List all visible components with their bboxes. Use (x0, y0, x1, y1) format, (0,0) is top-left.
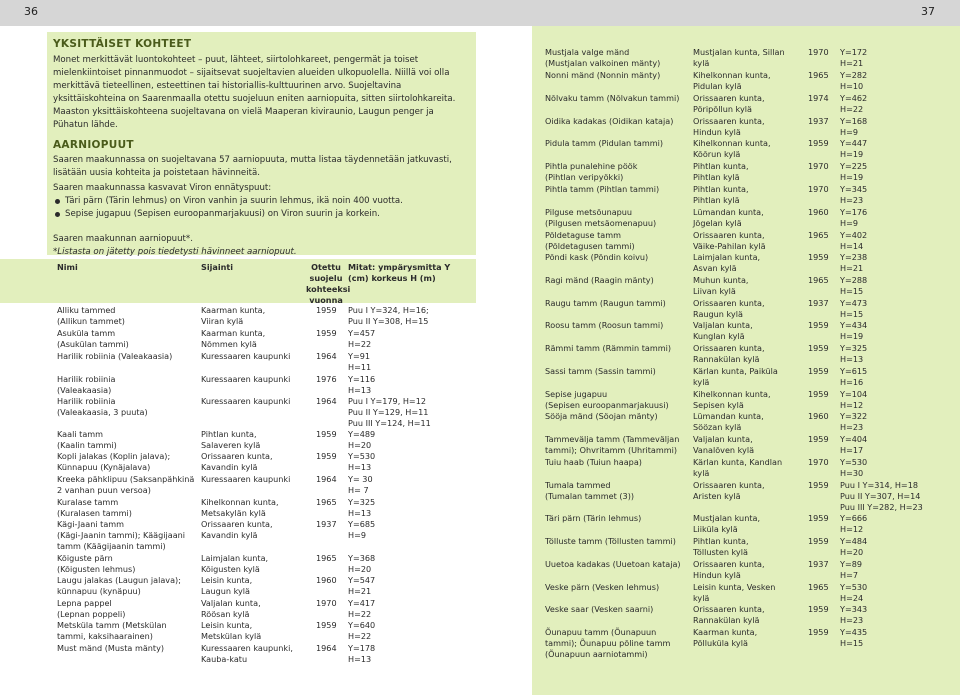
tree-name: Kaali tamm (Kaalin tammi) (57, 429, 117, 450)
tree-measures: Y=685 H=9 (348, 519, 376, 540)
tree-year: 1960 (316, 575, 337, 585)
tree-location: Orissaaren kunta, Väike-Pahilan kylä (693, 230, 766, 251)
tree-name: Nonni mänd (Nonnin mänty) (545, 70, 661, 80)
tree-name: Pilguse metsõunapuu (Pilgusen metsäomenapuu) (545, 207, 657, 228)
record-trees-intro: Saaren maakunnassa kasvavat Viron ennätyspuut: (53, 183, 272, 193)
tree-measures: Y=91 H=11 (348, 351, 372, 372)
tree-list-title: Saaren maakunnan aarniopuut*. (53, 234, 193, 244)
tree-location: Muhun kunta, Liivan kylä (693, 275, 749, 296)
tree-name: Õunapuu tamm (Õunapuun tammi); Õunapuu põline tamm (Õunapuun aarniotammi) (545, 627, 671, 659)
tree-year: 1959 (808, 320, 829, 330)
tree-location: Pihtlan kunta, Pihtlan kylä (693, 161, 749, 182)
tree-location: Kärlan kunta, Kandlan kylä (693, 457, 783, 478)
tree-measures: Y=457 H=22 (348, 328, 376, 349)
tree-name: Kuralase tamm (Kuralasen tammi) (57, 497, 132, 518)
tree-name: Sassi tamm (Sassin tammi) (545, 366, 656, 376)
tree-name: Veske saar (Vesken saarni) (545, 604, 654, 614)
intro-paragraph: Monet merkittävät luontokohteet – puut, lähteet, siirtolohkareet, pengermät ja toiset mielenkiintoiset pinnanmuodot – sijaitsevat suojeltavien alueiden ulkopuolella. Niillä voi olla merkittävä tieteellinen, esteettinen tai historiallis-kulttuurinen arvo. Suojeltavina yksittäiskohteina on Saarenmaalla otettu suojeluun eniten aarniopuita, sitten siirtolohkareita. Maaston yksittäiskohteena suojeltavana on vielä Maaperan kiviraunio, Laugun penger ja Pühatun lähde. (53, 55, 456, 130)
table-header-year: Otettu suojelu kohteeksi vuonna (306, 262, 351, 305)
tree-year: 1965 (808, 275, 829, 285)
tree-location: Valjalan kunta, Kunglan kylä (693, 320, 753, 341)
tree-measures: Y=530 H=24 (840, 582, 868, 603)
tree-location: Valjalan kunta, Vanalõven kylä (693, 434, 755, 455)
tree-measures: Y=462 H=22 (840, 93, 868, 114)
tree-name: Täri pärn (Tärin lehmus) (545, 513, 642, 523)
tree-list-note: *Listasta on jätetty pois tiedetysti hävinneet aarniopuut. (53, 247, 297, 257)
record-trees-list (53, 195, 468, 221)
tree-location: Laimjalan kunta, Kõigusten kylä (201, 553, 269, 574)
tree-year: 1970 (808, 161, 829, 171)
tree-measures: Y=547 H=21 (348, 575, 376, 596)
tree-name: Sööja mänd (Söojan mänty) (545, 411, 658, 421)
tree-year: 1974 (808, 93, 829, 103)
tree-year: 1959 (808, 480, 829, 490)
tree-year: 1970 (808, 184, 829, 194)
tree-year: 1959 (316, 620, 337, 630)
tree-location: Pihtlan kunta, Salaveren kylä (201, 429, 261, 450)
tree-year: 1970 (316, 598, 337, 608)
tree-measures: Y=225 H=19 (840, 161, 868, 182)
tree-year: 1964 (316, 351, 337, 361)
tree-name: Oidika kadakas (Oidikan kataja) (545, 116, 674, 126)
tree-year: 1959 (808, 536, 829, 546)
tree-measures: Y=282 H=10 (840, 70, 868, 91)
tree-name: Lepna pappel (Lepnan poppeli) (57, 598, 126, 619)
tree-year: 1937 (316, 519, 337, 529)
page-header-bar (0, 0, 960, 26)
tree-measures: Y=325 H=13 (840, 343, 868, 364)
tree-measures: Y=417 H=22 (348, 598, 376, 619)
tree-measures: Y=489 H=20 (348, 429, 376, 450)
tree-location: Orissaaren kunta, Hindun kylä (693, 116, 765, 137)
tree-name: Must mänd (Musta mänty) (57, 643, 165, 653)
tree-location: Orissaaren kunta, Kavandin kylä (201, 519, 273, 540)
tree-name: Pihtla tamm (Pihtlan tammi) (545, 184, 660, 194)
tree-name: Kopli jalakas (Koplin jalava); Künnapuu (Kynäjalava) (57, 451, 171, 472)
tree-name: Tumala tammed (Tumalan tammet (3)) (545, 480, 635, 501)
tree-measures: Y=288 H=15 (840, 275, 868, 296)
tree-measures: Y=104 H=12 (840, 389, 868, 410)
trees-paragraph: Saaren maakunnassa on suojeltavana 57 aarniopuuta, mutta listaa täydennetään jatkuvasti, lisätään uusia kohteita ja poistetaan hävinneitä. (53, 155, 452, 178)
tree-location: Orissaaren kunta, Hindun kylä (693, 559, 765, 580)
tree-name: Mustjala valge mänd (Mustjalan valkoinen mänty) (545, 47, 661, 68)
tree-name: Harilik robiinia (Valeakaasia, 3 puuta) (57, 396, 148, 417)
tree-year: 1965 (808, 582, 829, 592)
list-item: Sepise jugapuu (Sepisen euroopanmarjakuusi) on Viron suurin ja korkein. (53, 208, 468, 221)
tree-measures: Y=345 H=23 (840, 184, 868, 205)
tree-year: 1960 (808, 207, 829, 217)
tree-location: Kaarman kunta, Viiran kylä (201, 305, 266, 326)
tree-measures: Puu I Y=314, H=18 Puu II Y=307, H=14 Puu III Y=282, H=23 (840, 480, 923, 512)
tree-measures: Puu I Y=179, H=12 Puu II Y=129, H=11 Puu III Y=124, H=11 (348, 396, 431, 428)
tree-name: Sepise jugapuu (Sepisen euroopanmarjakuusi) (545, 389, 669, 410)
tree-year: 1959 (808, 366, 829, 376)
tree-location: Laimjalan kunta, Asvan kylä (693, 252, 761, 273)
table-header-measures: Mitat: ympärysmitta Y (cm) korkeus H (m) (348, 262, 451, 283)
tree-year: 1937 (808, 559, 829, 569)
tree-year: 1959 (808, 389, 829, 399)
tree-year: 1959 (808, 434, 829, 444)
tree-year: 1959 (316, 429, 337, 439)
tree-year: 1965 (808, 70, 829, 80)
tree-year: 1959 (808, 252, 829, 262)
page-number-left: 36 (24, 5, 38, 18)
tree-location: Leisin kunta, Metskülan kylä (201, 620, 262, 641)
tree-year: 1964 (316, 474, 337, 484)
tree-measures: Y=435 H=15 (840, 627, 868, 648)
tree-measures: Y=322 H=23 (840, 411, 868, 432)
tree-name: Veske pärn (Vesken lehmus) (545, 582, 660, 592)
tree-location: Pihtlan kunta, Töllusten kylä (693, 536, 749, 557)
tree-name: Pidula tamm (Pidulan tammi) (545, 138, 664, 148)
tree-measures: Y=484 H=20 (840, 536, 868, 557)
tree-location: Kuressaaren kaupunki (201, 351, 291, 361)
tree-location: Kuressaaren kaupunki (201, 374, 291, 384)
tree-location: Orissaaren kunta, Aristen kylä (693, 480, 765, 501)
tree-name: Roosu tamm (Roosun tammi) (545, 320, 664, 330)
tree-location: Pihtlan kunta, Pihtlan kylä (693, 184, 749, 205)
list-item: Täri pärn (Tärin lehmus) on Viron vanhin ja suurin lehmus, ikä noin 400 vuotta. (53, 195, 468, 208)
tree-measures: Y=402 H=14 (840, 230, 868, 251)
tree-year: 1959 (808, 627, 829, 637)
tree-name: Põldetaguse tamm (Põldetagusen tammi) (545, 230, 635, 251)
tree-measures: Y= 30 H= 7 (348, 474, 373, 495)
tree-measures: Y=640 H=22 (348, 620, 376, 641)
tree-name: Tölluste tamm (Töllusten tammi) (545, 536, 676, 546)
tree-year: 1959 (808, 138, 829, 148)
tree-name: Laugu jalakas (Laugun jalava); künnapuu (kynäpuu) (57, 575, 181, 596)
tree-location: Lümandan kunta, Jõgelan kylä (693, 207, 764, 228)
tree-location: Kaarman kunta, Nõmmen kylä (201, 328, 266, 349)
tree-name: Kõiguste pärn (Kõigusten lehmus) (57, 553, 136, 574)
tree-year: 1959 (316, 451, 337, 461)
tree-name: Kreeka pähklipuu (Saksanpähkinä 2 vanhan puun versoa) (57, 474, 195, 495)
tree-name: Tuiu haab (Tuiun haapa) (545, 457, 642, 467)
tree-measures: Y=434 H=19 (840, 320, 868, 341)
tree-location: Kuressaaren kaupunki (201, 474, 291, 484)
tree-measures: Y=178 H=13 (348, 643, 376, 664)
tree-year: 1970 (808, 457, 829, 467)
tree-name: Rämmi tamm (Rämmin tammi) (545, 343, 672, 353)
tree-measures: Y=172 H=21 (840, 47, 868, 68)
tree-name: Pihtla punalehine pöök (Pihtlan veripyökki) (545, 161, 638, 182)
tree-year: 1976 (316, 374, 337, 384)
page-number-right: 37 (921, 5, 935, 18)
tree-name: Põndi kask (Põndin koivu) (545, 252, 649, 262)
tree-location: Orissaaren kunta, Raugun kylä (693, 298, 765, 319)
tree-year: 1959 (316, 328, 337, 338)
tree-location: Kihelkonnan kunta, Metsakylän kylä (201, 497, 279, 518)
tree-year: 1965 (316, 497, 337, 507)
tree-year: 1959 (316, 305, 337, 315)
tree-location: Mustjalan kunta, Liiküla kylä (693, 513, 761, 534)
tree-measures: Y=368 H=20 (348, 553, 376, 574)
tree-year: 1964 (316, 643, 337, 653)
tree-year: 1959 (808, 513, 829, 523)
tree-measures: Y=89 H=7 (840, 559, 863, 580)
tree-year: 1970 (808, 47, 829, 57)
tree-measures: Y=176 H=9 (840, 207, 868, 228)
tree-name: Ragi mänd (Raagin mänty) (545, 275, 654, 285)
tree-year: 1960 (808, 411, 829, 421)
tree-measures: Y=473 H=15 (840, 298, 868, 319)
tree-location: Orissaaren kunta, Pöripõllun kylä (693, 93, 765, 114)
tree-measures: Y=404 H=17 (840, 434, 868, 455)
tree-measures: Y=615 H=16 (840, 366, 868, 387)
tree-measures: Y=530 H=13 (348, 451, 376, 472)
tree-name: Harilik robiinia (Valeakaasia) (57, 374, 116, 395)
tree-name: Harilik robiinia (Valeakaasia) (57, 351, 173, 361)
tree-measures: Y=168 H=9 (840, 116, 868, 137)
tree-year: 1959 (808, 604, 829, 614)
tree-location: Valjalan kunta, Röösan kylä (201, 598, 261, 619)
tree-name: Metsküla tamm (Metskülan tammi, kaksihaarainen) (57, 620, 167, 641)
tree-measures: Y=343 H=23 (840, 604, 868, 625)
tree-measures: Y=238 H=21 (840, 252, 868, 273)
tree-location: Kärlan kunta, Paiküla kylä (693, 366, 778, 387)
tree-name: Asuküla tamm (Asukülan tammi) (57, 328, 129, 349)
table-header-location: Sijainti (201, 262, 234, 272)
tree-measures: Y=325 H=13 (348, 497, 376, 518)
tree-location: Kihelkonnan kunta, Kõõrun kylä (693, 138, 771, 159)
tree-location: Leisin kunta, Vesken kylä (693, 582, 776, 603)
tree-year: 1959 (808, 343, 829, 353)
tree-year: 1964 (316, 396, 337, 406)
tree-location: Orissaaren kunta, Rannakülan kylä (693, 604, 765, 625)
tree-name: Kägi-Jaani tamm (Kägi-Jaanin tammi); Käägijaani tamm (Käägijaanin tammi) (57, 519, 186, 551)
tree-name: Tammevälja tamm (Tammeväljan tammi); Ohvritamm (Uhritammi) (545, 434, 680, 455)
section-heading-ancient-trees: AARNIOPUUT (53, 139, 134, 151)
tree-year: 1965 (316, 553, 337, 563)
tree-measures: Y=666 H=12 (840, 513, 868, 534)
tree-name: Raugu tamm (Raugun tammi) (545, 298, 666, 308)
tree-location: Mustjalan kunta, Sillan kylä (693, 47, 785, 68)
tree-measures: Puu I Y=324, H=16; Puu II Y=308, H=15 (348, 305, 429, 326)
tree-name: Uuetoa kadakas (Uuetoan kataja) (545, 559, 681, 569)
tree-measures: Y=530 H=30 (840, 457, 868, 478)
tree-location: Kuressaaren kaupunki, Kauba-katu (201, 643, 293, 664)
tree-location: Orissaaren kunta, Rannakülan kylä (693, 343, 765, 364)
tree-location: Kihelkonnan kunta, Sepisen kylä (693, 389, 771, 410)
table-header-name: Nimi (57, 262, 78, 272)
tree-year: 1965 (808, 230, 829, 240)
tree-measures: Y=447 H=19 (840, 138, 868, 159)
tree-location: Orissaaren kunta, Kavandin kylä (201, 451, 273, 472)
tree-location: Leisin kunta, Laugun kylä (201, 575, 253, 596)
tree-name: Alliku tammed (Allikun tammet) (57, 305, 125, 326)
section-heading-single-objects: YKSITTÄISET KOHTEET (53, 38, 192, 50)
tree-measures: Y=116 H=13 (348, 374, 376, 395)
tree-year: 1937 (808, 116, 829, 126)
tree-name: Nõlvaku tamm (Nõlvakun tammi) (545, 93, 680, 103)
tree-year: 1937 (808, 298, 829, 308)
tree-location: Kaarman kunta, Põlluküla kylä (693, 627, 758, 648)
tree-location: Kihelkonnan kunta, Pidulan kylä (693, 70, 771, 91)
tree-location: Lümandan kunta, Söözan kylä (693, 411, 764, 432)
tree-location: Kuressaaren kaupunki (201, 396, 291, 406)
